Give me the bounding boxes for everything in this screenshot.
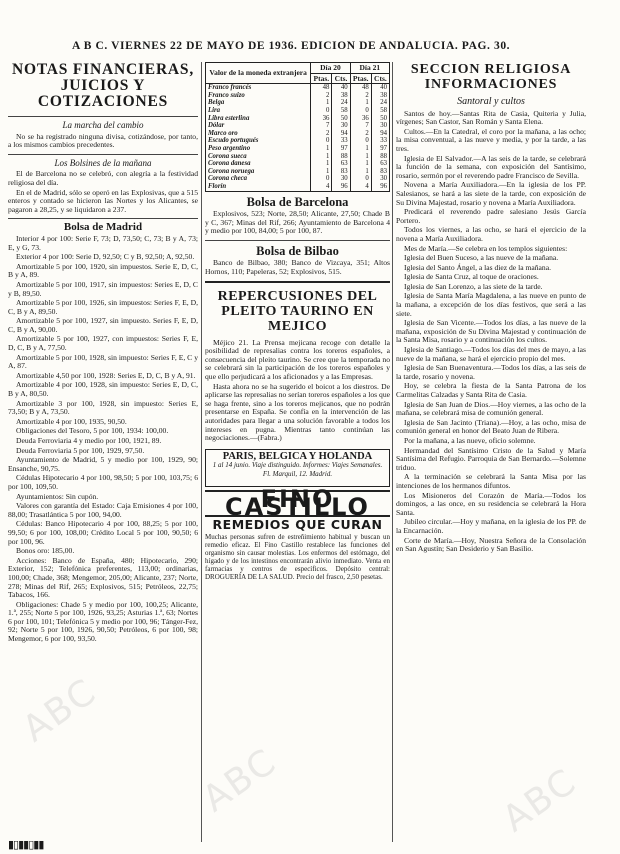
currency-row bbox=[206, 168, 390, 176]
column-markets bbox=[205, 62, 390, 842]
quote-line: Amortizable 3 por 100, 1928, sin impuesto: Series E, 73,50; B y A, 73,50. bbox=[8, 398, 198, 417]
column-finance bbox=[8, 62, 198, 842]
religious-paragraph: A la terminación se celebrará la Santa Misa por las intenciones de los hermanos difuntos. bbox=[396, 472, 586, 490]
currency-value: 24 bbox=[332, 99, 350, 107]
currency-value: 30 bbox=[371, 175, 389, 183]
column-rule bbox=[201, 62, 202, 842]
quote-line: Amortizable 5 por 100, 1927, sin impuesto. Series F, E, D, C, B y A, 90,00. bbox=[8, 316, 198, 334]
quote-line: Deuda Ferroviaria 4 y medio por 100, 1921, 89. bbox=[16, 436, 162, 445]
currency-value: 94 bbox=[332, 130, 350, 138]
quote-line: Amortizable 5 por 100, 1928, sin impuesto: Series F, E, C y A, 87. bbox=[8, 352, 198, 371]
quote-line: Cédulas Hipotecario 4 por 100, 98,50; 5 por 100, 103,75; 6 por 100, 109,50. bbox=[8, 473, 198, 491]
currency-value: 0 bbox=[311, 137, 332, 145]
religious-paragraph: Iglesia del Santo Ángel, a las diez de la mañana. bbox=[404, 262, 551, 272]
currency-name: Dólar bbox=[206, 122, 311, 130]
currency-table bbox=[205, 62, 390, 192]
finance-title: NOTAS FINANCIERAS, JUICIOS Y COTIZACIONES bbox=[11, 62, 195, 110]
fino-castillo-ad: FINO CASTILLO bbox=[205, 490, 390, 517]
currency-value: 88 bbox=[371, 153, 389, 161]
religious-paragraph: Jubileo circular.—Hoy y mañana, en la iglesia de los PP. de la Encarnación. bbox=[396, 517, 586, 535]
currency-value: 38 bbox=[371, 92, 389, 100]
currency-value: 1 bbox=[350, 145, 371, 153]
page-header: A B C. VIERNES 22 DE MAYO DE 1936. EDICION DE ANDALUCIA. PAG. 30. bbox=[72, 40, 511, 52]
currency-value: 96 bbox=[332, 183, 350, 191]
religious-paragraph: Iglesia de Santa Cruz, al toque de oraciones. bbox=[404, 272, 539, 282]
remedios-text: Muchas personas sufren de estreñimiento habitual y buscan un remedio eficaz. El Fino Castillo restablece las funciones del organismo sin causar molestias. Los enfermos del estómago, del hígado y de los intestinos encontrarán alivio inmediato. Venta en farmacias y centros de específicos. Depósito central: DROGUERÍA DE LA SALUD. Precio del frasco, 2,50 pesetas. bbox=[205, 533, 390, 582]
currency-name: Peso argentino bbox=[206, 145, 311, 153]
barcelona-title: Bolsa de Barcelona bbox=[246, 194, 349, 209]
currency-name: Marco oro bbox=[206, 130, 311, 138]
currency-rows bbox=[206, 84, 390, 191]
currency-value: 1 bbox=[311, 99, 332, 107]
subheader: Ptas. bbox=[311, 73, 332, 84]
currency-value: 2 bbox=[311, 130, 332, 138]
news-paragraph: Hasta ahora no se ha sugerido el boicot a los diestros. De aplicarse las represalias no serían toreros españoles a los que se haga frente, sino a los toreros mejicanos, que no podrán presentarse en España. Se confía en la intervención de las autoridades para llegar a una solución favorable a todos los intereses en pugna. Mientras tanto continúan las negociaciones.—(Fabra.) bbox=[205, 381, 390, 443]
currency-value: 1 bbox=[311, 168, 332, 176]
currency-value: 1 bbox=[350, 160, 371, 168]
watermark: ABC bbox=[15, 670, 105, 751]
currency-name: Florín bbox=[206, 183, 311, 191]
quote-line: Amortizable 4,50 por 100, 1928: Series E, D, C, B y A, 91. bbox=[16, 370, 196, 380]
currency-value: 0 bbox=[350, 137, 371, 145]
currency-value: 83 bbox=[371, 168, 389, 176]
quote-line: Ayuntamientos: Sin cupón. bbox=[16, 491, 99, 501]
watermark: ABC bbox=[195, 740, 285, 821]
divider bbox=[205, 240, 390, 241]
currency-value: 0 bbox=[350, 107, 371, 115]
currency-value: 58 bbox=[371, 107, 389, 115]
quote-line: Ayuntamiento de Madrid, 5 y medio por 100, 1929, 90; Ensanche, 90,75. bbox=[8, 455, 198, 473]
day2-header: Día 21 bbox=[350, 63, 389, 74]
currency-name: Escudo portugués bbox=[206, 137, 311, 145]
currency-value: 1 bbox=[311, 145, 332, 153]
travel-ad bbox=[205, 449, 390, 487]
subheader: Ptas. bbox=[350, 73, 371, 84]
quote-line: Deuda Ferroviaria 5 por 100, 1929, 97,50. bbox=[16, 445, 145, 455]
currency-value: 48 bbox=[350, 84, 371, 92]
religious-paragraph: Mes de María.—Se celebra en los templos siguientes: bbox=[404, 243, 568, 253]
currency-value: 30 bbox=[332, 122, 350, 130]
religious-paragraph: Todos los viernes, a las ocho, se hará el ejercicio de la novena a María Auxiliadora. bbox=[396, 225, 586, 243]
currency-name: Franco suizo bbox=[206, 92, 311, 100]
bolsines-paragraph: En el de Madrid, sólo se operó en las Explosivas, que a 515 enteros y contado se hicieron las Nortes y los Alicantes, se pagaron a 28,25, y se liquidaron a 237. bbox=[8, 187, 198, 214]
religious-paragraph: Iglesia de El Salvador.—A las seis de la tarde, se celebrará la función de la semana, con exposición del Santísimo, rosario, sermón por el reverendo padre Francisco de Sevilla. bbox=[396, 153, 586, 180]
barcelona-text: Explosivos, 523; Norte, 28,50; Alicante, 27,50; Chade B y C, 367; Minas del Rif, 266; Ayuntamiento de Barcelona 4 y medio por 100, 84,00; 5 por 100, 87. bbox=[205, 209, 390, 236]
currency-value: 30 bbox=[371, 122, 389, 130]
quote-line: Obligaciones: Chade 5 y medio por 100, 100,25; Alicante, 1.ª, 255; Norte 5 por 100, 1926, 93,25; Asturias 1.ª, 63; Nortes 6 por 100, 101; Telefónica 5 y medio por 100, 96; Tánger-Fez, 92; Norte 5 por 100, 1926, 90,50; Petróleos, 6 por 100, 98; Mengemor, 6 por 100, 93,50. bbox=[8, 599, 198, 644]
religious-paragraph: Iglesia de San Juan de Dios.—Hoy viernes, a las ocho de la mañana, se celebrará misa de comunión general. bbox=[396, 399, 586, 418]
bilbao-text: Banco de Bilbao, 380; Banco de Vizcaya, 351; Altos Hornos, 110; Papeleras, 52; Explosivos, 515. bbox=[205, 258, 390, 277]
currency-name: Franco francés bbox=[206, 84, 311, 92]
column-religious bbox=[396, 62, 586, 842]
bilbao-title: Bolsa de Bilbao bbox=[256, 243, 339, 258]
currency-row bbox=[206, 107, 390, 115]
quote-line: Amortizable 5 por 100, 1926, sin impuestos: Series F, E, D, C, B y A, 89,50. bbox=[8, 298, 198, 316]
currency-value: 94 bbox=[371, 130, 389, 138]
travel-ad-text: 1 al 14 junio. Viaje distinguido. Informes: Viajes Semanales. Fl. Marquil, 12. Madrid. bbox=[212, 461, 383, 478]
currency-value: 50 bbox=[371, 115, 389, 123]
currency-value: 36 bbox=[350, 115, 371, 123]
religious-paragraph: Corte de María.—Hoy, Nuestra Señora de la Consolación en San Agustín; San Desiderio y San Basilio. bbox=[396, 535, 586, 554]
currency-value: 63 bbox=[332, 160, 350, 168]
currency-value: 0 bbox=[311, 175, 332, 183]
currency-row bbox=[206, 160, 390, 168]
currency-value: 40 bbox=[371, 84, 389, 92]
religious-title: SECCION RELIGIOSA INFORMACIONES bbox=[410, 62, 572, 92]
remedios-headline: REMEDIOS QUE CURAN bbox=[212, 516, 383, 532]
currency-row bbox=[206, 92, 390, 100]
quote-line: Amortizable 5 por 100, 1920, sin impuestos. Serie E, D, C, B y A, 89. bbox=[8, 261, 198, 280]
currency-value: 88 bbox=[332, 153, 350, 161]
currency-value: 2 bbox=[350, 92, 371, 100]
currency-value: 0 bbox=[350, 175, 371, 183]
currency-value: 0 bbox=[311, 107, 332, 115]
currency-header: Valor de la moneda extranjera bbox=[206, 63, 311, 84]
currency-value: 4 bbox=[311, 183, 332, 191]
currency-value: 1 bbox=[350, 99, 371, 107]
currency-row bbox=[206, 175, 390, 183]
religious-paragraph: Iglesia de San Lorenzo, a las siete de la tarde. bbox=[404, 281, 543, 291]
religious-paragraph: Santos de hoy.—Santas Rita de Casia, Quiteria y Julia, vírgenes; San Castor, San Román y Santa Elena. bbox=[396, 108, 586, 127]
currency-value: 2 bbox=[311, 92, 332, 100]
quote-line: Amortizable 5 por 100, 1927, con impuestos: Series F, E, D, C, B y A, 77,50. bbox=[8, 334, 198, 353]
quote-line: Amortizable 4 por 100, 1928, sin impuesto: Series E, D, C, B y A, 80,50. bbox=[8, 380, 198, 399]
news-headline: REPERCUSIONES DEL PLEITO TAURINO EN MEJICO bbox=[217, 288, 378, 334]
currency-value: 33 bbox=[332, 137, 350, 145]
religious-paragraph: Iglesia del Buen Suceso, a las nueve de la mañana. bbox=[404, 253, 559, 263]
currency-value: 63 bbox=[371, 160, 389, 168]
currency-value: 97 bbox=[371, 145, 389, 153]
currency-value: 38 bbox=[332, 92, 350, 100]
footer-marks: ▮▯▮▮▯▮▮ bbox=[8, 839, 44, 851]
currency-row bbox=[206, 84, 390, 92]
currency-value: 36 bbox=[311, 115, 332, 123]
quote-line: Amortizable 4 por 100, 1935, 90,50. bbox=[16, 416, 127, 426]
currency-name: Lira bbox=[206, 107, 311, 115]
currency-row bbox=[206, 183, 390, 191]
quote-line: Interior 4 por 100: Serie F, 73; D, 73,50; C, 73; B y A, 73; E, y G, 73. bbox=[8, 233, 198, 252]
currency-value: 2 bbox=[350, 130, 371, 138]
quote-line: Acciones: Banco de España, 480; Hipotecario, 290; Exterior, 152; Telefónica preferentes, 113,00; ordinarias, 100,00; Chade, 368; Mengemor, 205,00; Alicante, 237; Norte, 278; Minas del Rif, 265; Explosivos, 515; Petróleos, 22,75; Tabacos, 166. bbox=[8, 555, 198, 600]
currency-row bbox=[206, 137, 390, 145]
divider bbox=[8, 218, 198, 219]
watermark: ABC bbox=[495, 760, 585, 841]
travel-ad-title: PARIS, BELGICA Y HOLANDA bbox=[222, 450, 373, 462]
currency-value: 83 bbox=[332, 168, 350, 176]
currency-value: 1 bbox=[311, 153, 332, 161]
madrid-quotes bbox=[8, 235, 198, 644]
quote-line: Cédulas: Banco Hipotecario 4 por 100, 88,25; 5 por 100, 99,50; 6 por 100, 108,00; Crédito Local 5 por 100, 90,50; 6 por 100, 96. bbox=[8, 519, 198, 546]
currency-value: 4 bbox=[350, 183, 371, 191]
religious-paragraph: Iglesia de San Buenaventura.—Todos los días, a las seis de la tarde, rosario y novena. bbox=[396, 363, 586, 381]
currency-row bbox=[206, 122, 390, 130]
madrid-subtitle: Bolsa de Madrid bbox=[63, 221, 143, 234]
divider bbox=[8, 154, 198, 155]
religious-paragraph: Hoy, se celebra la fiesta de la Santa Patrona de los Carmelitas Calzadas y Santa Rita de Casia. bbox=[396, 381, 586, 399]
quote-line: Obligaciones del Tesoro, 5 por 100, 1934: 100,00. bbox=[16, 426, 169, 436]
currency-value: 58 bbox=[332, 107, 350, 115]
day1-header: Día 20 bbox=[311, 63, 350, 74]
currency-value: 1 bbox=[350, 153, 371, 161]
currency-row bbox=[206, 115, 390, 123]
currency-value: 1 bbox=[350, 168, 371, 176]
quote-line: Bonos oro: 185,00. bbox=[16, 546, 75, 556]
currency-value: 48 bbox=[311, 84, 332, 92]
quote-line: Valores con garantía del Estado: Caja Emisiones 4 por 100, 88,00; Trasatlántica 5 por 100, 94,00. bbox=[8, 501, 198, 519]
currency-value: 40 bbox=[332, 84, 350, 92]
bolsines-paragraph: El de Barcelona no se celebró, con alegría a la festividad religiosa del día. bbox=[8, 169, 198, 187]
religious-paragraph: Novena a María Auxiliadora.—En la iglesia de los PP. Salesianos, se hará a las siete de la tarde, con exposición de Su Divina Majestad, rosario y novena a María Auxiliadora. bbox=[396, 180, 586, 207]
currency-row bbox=[206, 153, 390, 161]
currency-value: 96 bbox=[371, 183, 389, 191]
currency-row bbox=[206, 130, 390, 138]
divider bbox=[205, 281, 390, 283]
cambio-subtitle: La marcha del cambio bbox=[62, 120, 144, 130]
currency-value: 7 bbox=[311, 122, 332, 130]
news-paragraph: Méjico 21. La Prensa mejicana recoge con detalle la posibilidad de represalias contra los toreros españoles, a consecuencia del pleito taurino. Se cree que la temporada no se celebrará sin la participación de los toreros españoles y que ello perjudicará a los aficionados y a las Empresas. bbox=[205, 337, 390, 382]
currency-value: 24 bbox=[371, 99, 389, 107]
currency-value: 30 bbox=[332, 175, 350, 183]
quote-line: Exterior 4 por 100: Serie D, 92,50; C y B, 92,50; A, 92,50. bbox=[16, 252, 195, 262]
currency-value: 50 bbox=[332, 115, 350, 123]
religious-paragraph: Iglesia de San Jacinto (Triana).—Hoy, a las ocho, misa de comunión general en honor del Beato Juan de Ribera. bbox=[396, 417, 586, 436]
religious-paragraphs bbox=[396, 110, 586, 554]
currency-name: Belga bbox=[206, 99, 311, 107]
subheader: Cts. bbox=[371, 73, 389, 84]
currency-value: 33 bbox=[371, 137, 389, 145]
currency-row bbox=[206, 99, 390, 107]
bolsines-subtitle: Los Bolsines de la mañana bbox=[54, 157, 152, 168]
currency-name: Libra esterlina bbox=[206, 115, 311, 123]
subheader: Cts. bbox=[332, 73, 350, 84]
currency-value: 1 bbox=[311, 160, 332, 168]
religious-paragraph: Por la mañana, a las nueve, oficio solemne. bbox=[404, 435, 536, 445]
currency-value: 97 bbox=[332, 145, 350, 153]
divider bbox=[8, 116, 198, 117]
religious-paragraph: Predicará el reverendo padre salesiano Jesús García Portero. bbox=[396, 207, 586, 225]
currency-name: Corona checa bbox=[206, 175, 311, 183]
currency-name: Corona sueca bbox=[206, 153, 311, 161]
currency-value: 7 bbox=[350, 122, 371, 130]
currency-name: Corona noruega bbox=[206, 168, 311, 176]
santoral-subtitle: Santoral y cultos bbox=[457, 96, 525, 107]
religious-paragraph: Iglesia de Santiago.—Todos los días del mes de mayo, a las nueve de la mañana, se hará el ejercicio propio del mes. bbox=[396, 345, 586, 363]
currency-name: Corona danesa bbox=[206, 160, 311, 168]
quote-line: Amortizable 5 por 100, 1917, sin impuestos: Series E, D, C y B, 89,50. bbox=[8, 279, 198, 298]
religious-paragraph: Iglesia de Santa María Magdalena, a las nueve en punto de la mañana, a excepción de los días festivos, que será a las siete. bbox=[396, 291, 586, 318]
religious-paragraph: Iglesia de San Vicente.—Todos los días, a las nueve de la mañana, exposición de Su Divina Majestad y continuación de la Santa Misa, rosario y a continuación los cultos. bbox=[396, 318, 586, 345]
cambio-text: No se ha registrado ninguna divisa, cotizándose, por tanto, a los mismos cambios precedentes. bbox=[8, 131, 198, 150]
religious-paragraph: Los Misioneros del Corazón de María.—Todos los domingos, a las once, en su residencia se celebrará la Hora Santa. bbox=[396, 490, 586, 517]
religious-paragraph: Hermandad del Santísimo Cristo de la Salud y María Santísima del Refugio. Parroquia de San Bernardo.—Solemne triduo. bbox=[396, 445, 586, 472]
religious-paragraph: Cultos.—En la Catedral, el coro por la mañana, a las ocho; la misa conventual, a las nueve y media, y por la tarde, a las tres. bbox=[396, 126, 586, 153]
currency-row bbox=[206, 145, 390, 153]
column-rule bbox=[392, 62, 393, 842]
